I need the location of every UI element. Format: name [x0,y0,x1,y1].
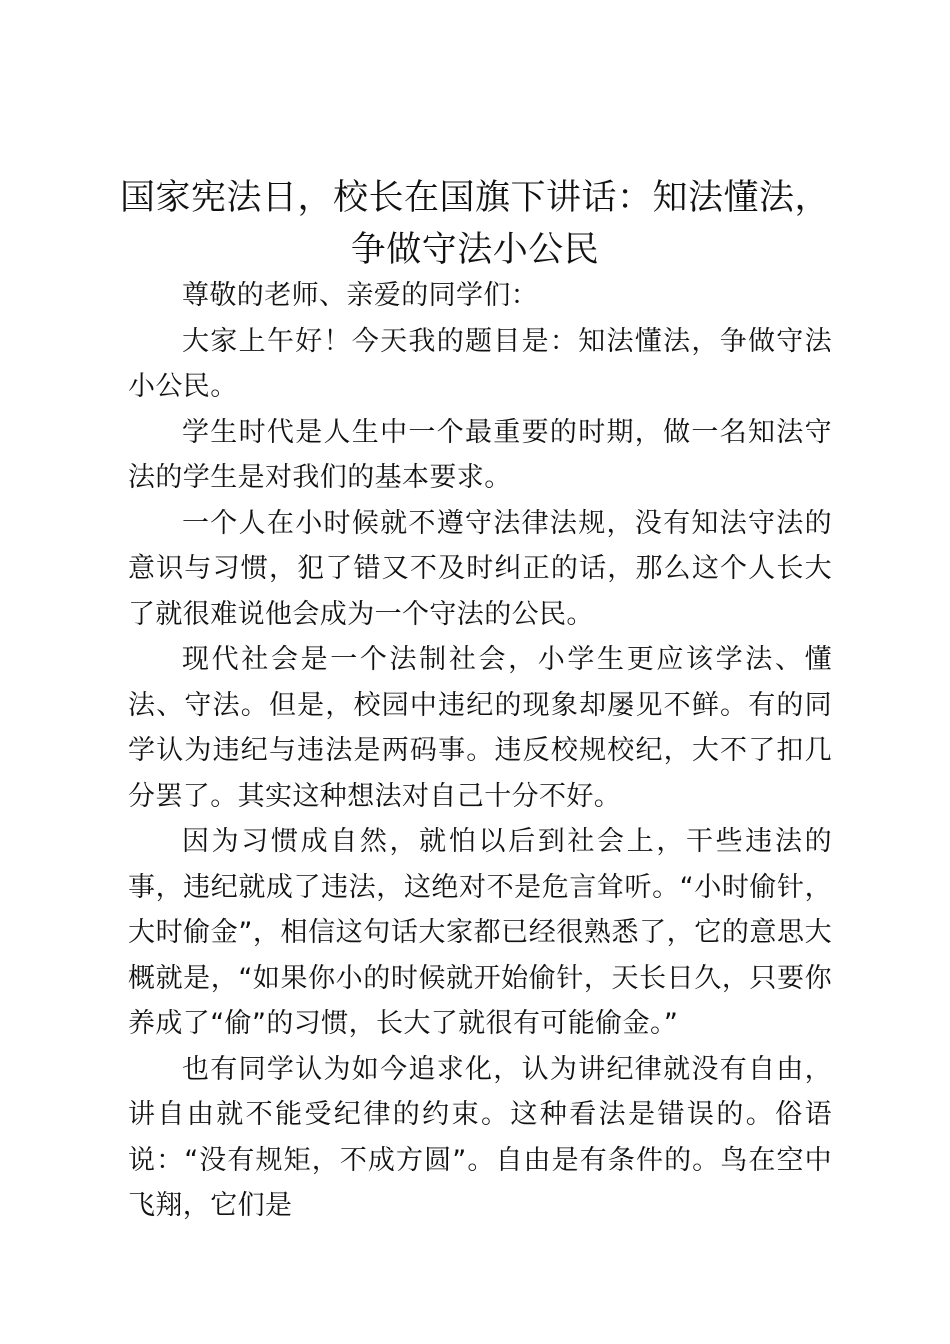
body-paragraph: 也有同学认为如今追求化，认为讲纪律就没有自由，讲自由就不能受纪律的约束。这种看法是错误的。俗语说：“没有规矩，不成方圆”。自由是有条件的。鸟在空中飞翔，它们是 [128,1053,832,1221]
body-paragraph: 一个人在小时候就不遵守法律法规，没有知法守法的意识与习惯，犯了错又不及时纠正的话，那么这个人长大了就很难说他会成为一个守法的公民。 [128,507,832,630]
salutation-paragraph: 尊敬的老师、亲爱的同学们： [182,280,539,311]
document-body [128,273,832,1229]
body-paragraph: 因为习惯成自然，就怕以后到社会上，干些违法的事，违纪就成了违法，这绝对不是危言耸听。“小时偷针，大时偷金”，相信这句话大家都已经很熟悉了，它的意思大概就是，“如果你小的时候就开始偷针，天长日久，只要你养成了“偷”的习惯，长大了就很有可能偷金。” [128,826,832,1039]
body-paragraph: 学生时代是人生中一个最重要的时期，做一名知法守法的学生是对我们的基本要求。 [128,416,832,493]
body-paragraph: 大家上午好！今天我的题目是：知法懂法，争做守法小公民。 [128,325,832,402]
document-title: 国家宪法日，校长在国旗下讲话：知法懂法，争做守法小公民 [119,178,830,270]
body-paragraph: 现代社会是一个法制社会，小学生更应该学法、懂法、守法。但是，校园中违纪的现象却屡见不鲜。有的同学认为违纪与违法是两码事。违反校规校纪，大不了扣几分罢了。其实这种想法对自己十分不好。 [128,644,832,812]
